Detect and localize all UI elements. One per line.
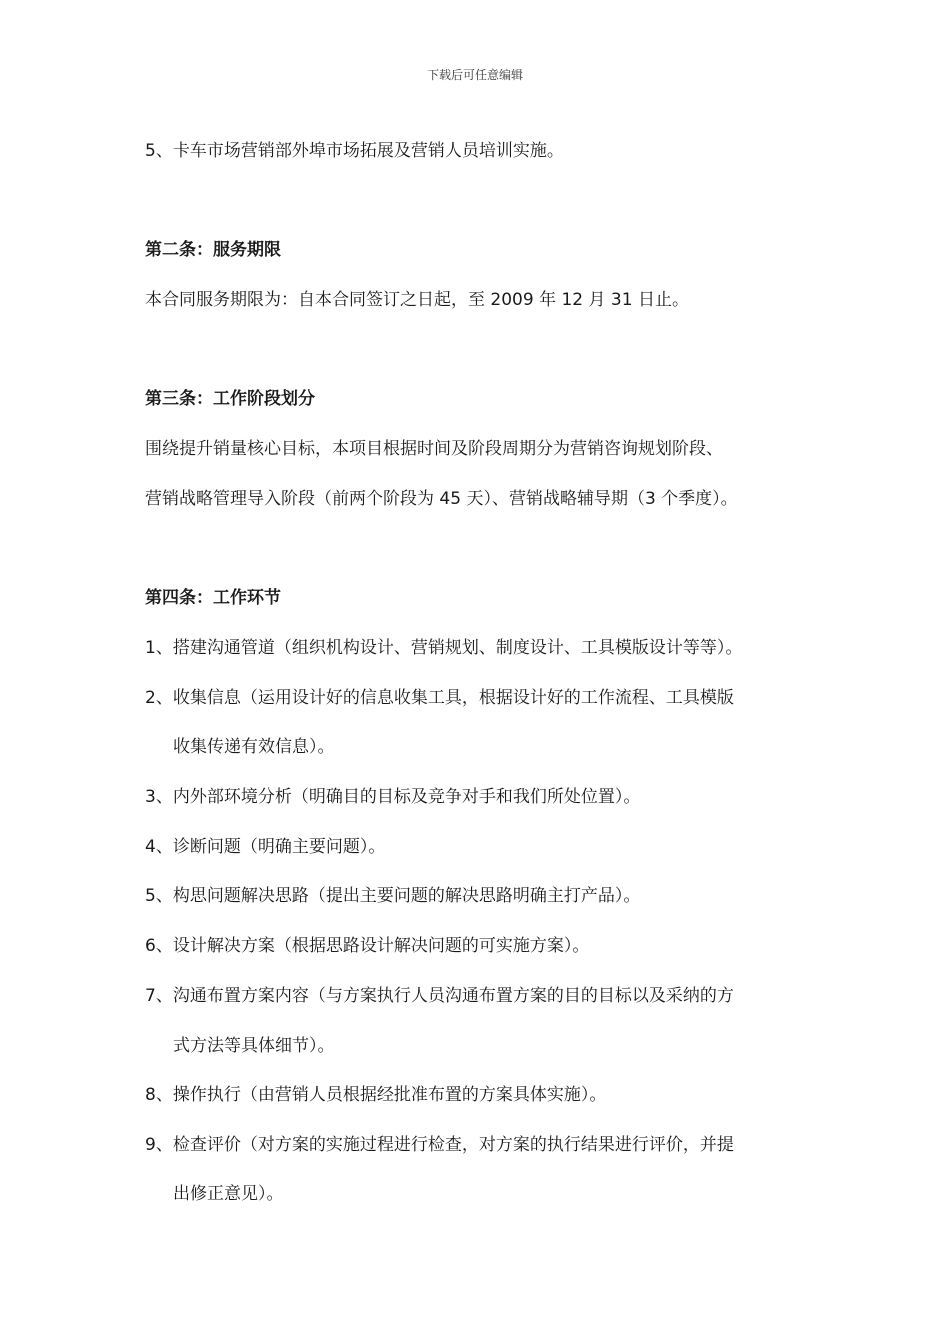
paragraph-work-phases-line2: 营销战略管理导入阶段（前两个阶段为 45 天）、营销战略辅导期（3 个季度）。 bbox=[145, 489, 738, 509]
paragraph-service-term: 本合同服务期限为：自本合同签订之日起，至 2009 年 12 月 31 日止。 bbox=[145, 290, 689, 310]
page-header: 下载后可任意编辑 bbox=[426, 68, 523, 82]
list-item-step-4: 4、诊断问题（明确主要问题）。 bbox=[145, 837, 386, 857]
list-item-step-5: 5、构思问题解决思路（提出主要问题的解决思路明确主打产品）。 bbox=[145, 886, 641, 906]
list-item-step-9: 9、检查评价（对方案的实施过程进行检查，对方案的执行结果进行评价，并提 bbox=[145, 1135, 734, 1155]
list-item-5-outreach: 5、卡车市场营销部外埠市场拓展及营销人员培训实施。 bbox=[145, 141, 564, 161]
section-heading-work-phases: 第三条：工作阶段划分 bbox=[145, 389, 315, 409]
list-item-step-2-continuation: 收集传递有效信息）。 bbox=[173, 737, 335, 757]
list-item-step-2: 2、收集信息（运用设计好的信息收集工具，根据设计好的工作流程、工具模版 bbox=[145, 688, 734, 708]
paragraph-work-phases-line1: 围绕提升销量核心目标，本项目根据时间及阶段周期分为营销咨询规划阶段、 bbox=[145, 439, 723, 459]
section-heading-work-steps: 第四条：工作环节 bbox=[145, 588, 281, 608]
list-item-step-9-continuation: 出修正意见）。 bbox=[173, 1184, 284, 1204]
list-item-step-6: 6、设计解决方案（根据思路设计解决问题的可实施方案）。 bbox=[145, 936, 590, 956]
list-item-step-8: 8、操作执行（由营销人员根据经批准布置的方案具体实施）。 bbox=[145, 1085, 607, 1105]
list-item-step-1: 1、搭建沟通管道（组织机构设计、营销规划、制度设计、工具模版设计等等）。 bbox=[145, 638, 743, 658]
list-item-step-7-continuation: 式方法等具体细节）。 bbox=[173, 1036, 335, 1056]
section-heading-service-term: 第二条：服务期限 bbox=[145, 240, 281, 260]
list-item-step-7: 7、沟通布置方案内容（与方案执行人员沟通布置方案的目的目标以及采纳的方 bbox=[145, 986, 734, 1006]
list-item-step-3: 3、内外部环境分析（明确目的目标及竞争对手和我们所处位置）。 bbox=[145, 787, 641, 807]
